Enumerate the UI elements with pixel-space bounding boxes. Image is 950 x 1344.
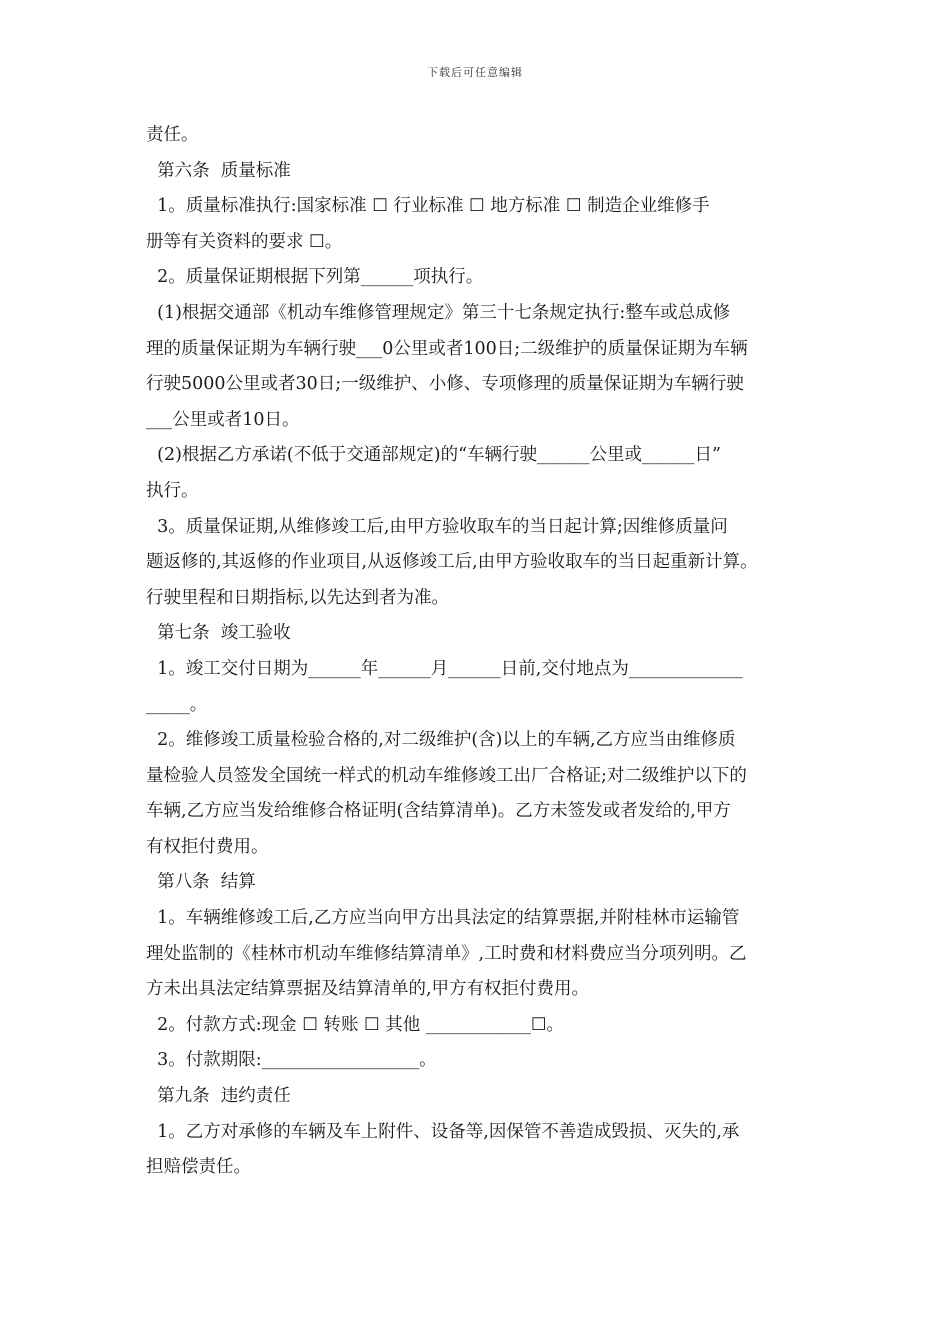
text-line: 1。乙方对承修的车辆及车上附件、设备等,因保管不善造成毁损、灭失的,承 bbox=[146, 1121, 740, 1142]
text-line: 理处监制的《桂林市机动车维修结算清单》,工时费和材料费应当分项列明。乙 bbox=[146, 943, 747, 964]
document-body bbox=[146, 118, 810, 1186]
text-line: 理的质量保证期为车辆行驶___0公里或者100日;二级维护的质量保证期为车辆 bbox=[146, 338, 748, 359]
text-line: 执行。 bbox=[146, 480, 199, 501]
text-line: 1。质量标准执行:国家标准 ☐ 行业标准 ☐ 地方标准 ☐ 制造企业维修手 bbox=[146, 196, 710, 217]
text-line: (1)根据交通部《机动车维修管理规定》第三十七条规定执行:整车或总成修 bbox=[146, 302, 731, 323]
text-line: 有权拒付费用。 bbox=[146, 836, 269, 857]
text-line: 3。质量保证期,从维修竣工后,由甲方验收取车的当日起计算;因维修质量问 bbox=[146, 516, 728, 537]
section-heading-6: 第六条 质量标准 bbox=[146, 160, 291, 181]
text-line: ___公里或者10日。 bbox=[146, 409, 300, 430]
text-line: 题返修的,其返修的作业项目,从返修竣工后,由甲方验收取车的当日起重新计算。 bbox=[146, 552, 758, 573]
text-line: 担赔偿责任。 bbox=[146, 1157, 251, 1178]
text-line: 册等有关资料的要求 ☐。 bbox=[146, 231, 343, 252]
text-line: 2。维修竣工质量检验合格的,对二级维护(含)以上的车辆,乙方应当由维修质 bbox=[146, 730, 736, 751]
text-line: 责任。 bbox=[146, 125, 199, 145]
text-line: 2。质量保证期根据下列第______项执行。 bbox=[146, 267, 484, 288]
section-heading-9: 第九条 违约责任 bbox=[146, 1086, 291, 1107]
text-line: (2)根据乙方承诺(不低于交通部规定)的“车辆行驶______公里或______日” bbox=[146, 445, 721, 466]
page-header: 下载后可任意编辑 bbox=[427, 66, 523, 79]
text-line: 3。付款期限:__________________。 bbox=[146, 1050, 437, 1071]
section-heading-7: 第七条 竣工验收 bbox=[146, 623, 291, 644]
section-heading-8: 第八条 结算 bbox=[146, 872, 256, 893]
text-line: 车辆,乙方应当发给维修合格证明(含结算清单)。乙方未签发或者发给的,甲方 bbox=[146, 801, 731, 822]
text-line: 1。竣工交付日期为______年______月______日前,交付地点为_____________ bbox=[146, 658, 743, 679]
text-line: 行驶5000公里或者30日;一级维护、小修、专项修理的质量保证期为车辆行驶 bbox=[146, 374, 744, 395]
text-line: 量检验人员签发全国统一样式的机动车维修竣工出厂合格证;对二级维护以下的 bbox=[146, 765, 747, 786]
text-line: 方未出具法定结算票据及结算清单的,甲方有权拒付费用。 bbox=[146, 979, 590, 1000]
text-line: 1。车辆维修竣工后,乙方应当向甲方出具法定的结算票据,并附桂林市运输管 bbox=[146, 908, 740, 929]
text-line: _____。 bbox=[146, 694, 208, 715]
text-line: 2。付款方式:现金 ☐ 转账 ☐ 其他 ____________☐。 bbox=[146, 1014, 565, 1035]
text-line: 行驶里程和日期指标,以先达到者为准。 bbox=[146, 587, 450, 608]
